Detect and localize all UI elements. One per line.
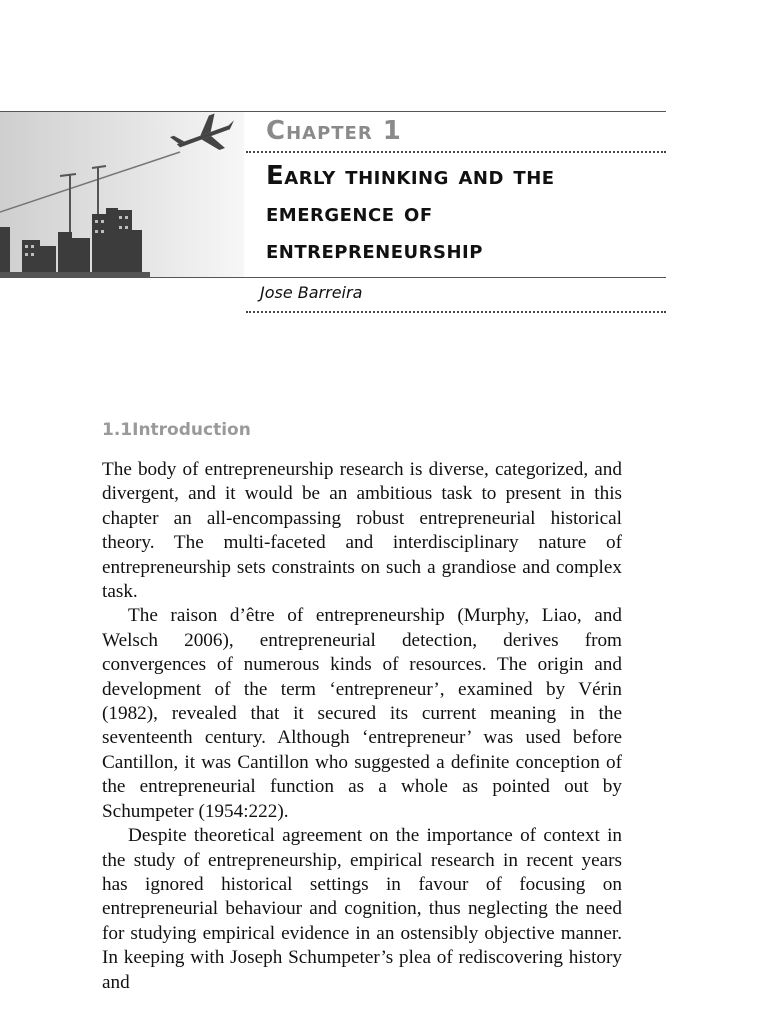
chapter-title: Early thinking and the emergence of entrepreneurship [266,161,555,265]
paragraph: The body of entrepreneurship research is diverse, categorized, and divergent, and it would be an ambitious task to present in this chapter an all-encompassing robust entrepreneurial historical theory. The multi-faceted and interdisciplinary nature of entrepreneurship sets constraints on such a grandiose and complex task. [102,459,622,603]
section-heading: 1.1Introduction [102,420,251,440]
paragraph: The raison d’être of entrepreneurship (Murphy, Liao, and Welsch 2006), entrepreneurial detection, derives from convergences of numerous kinds of resources. The origin and development of the term ‘entrepreneur’, examined by Vérin (1982), revealed that it secured its current meaning in the seventeenth century. Although ‘entrepreneur’ was used before Cantillon, it was Cantillon who suggested a definite conception of the entrepreneurial function as a whole as pointed out by Schumpeter (1954:222). [102,605,622,822]
chapter-banner-image [0,112,244,277]
chapter-title-container [266,158,596,277]
body-text [102,458,622,1008]
author-name: Jose Barreira [260,283,363,302]
chapter-number: Chapter 1 [266,116,402,146]
paragraph: Despite theoretical agreement on the importance of context in the study of entrepreneurship, empirical research in recent years has ignored historical settings in favour of focusing on entrepreneurial behaviour and cognition, thus neglecting the need for studying empirical evidence in an ostensibly objective manner. In keeping with Joseph Schumpeter’s plea of rediscovering history and [102,825,622,993]
city-skyline-illustration [0,112,244,277]
header-bottom-rule [0,277,666,278]
dotted-divider [246,151,666,153]
dotted-divider [246,311,666,313]
